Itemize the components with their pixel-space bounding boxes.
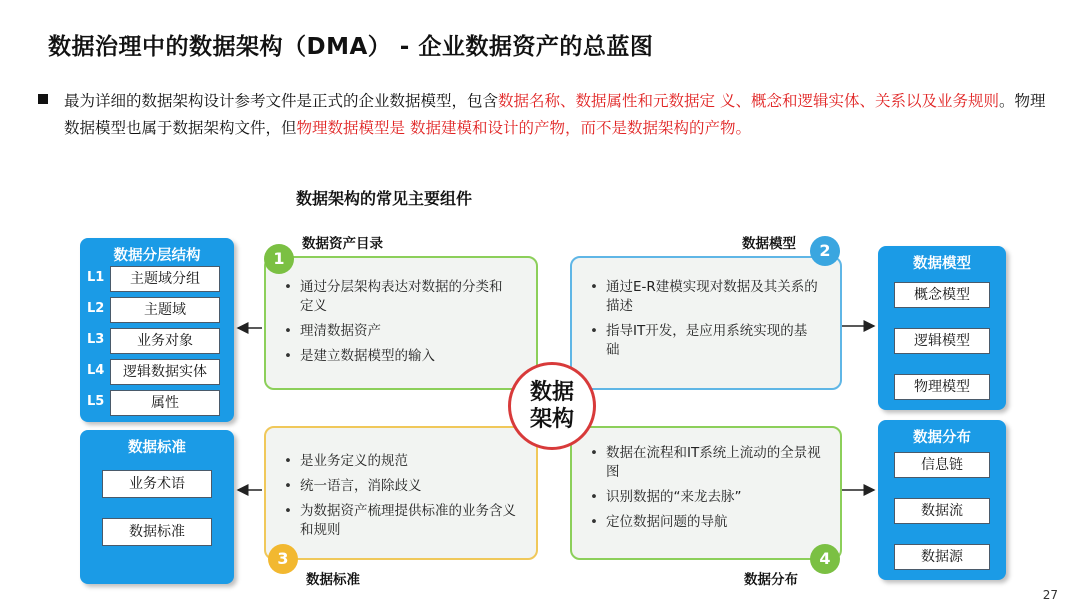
card-4-item: • 定位数据问题的导航 (588, 513, 824, 532)
layer-item-subject-area: 主题域 (110, 297, 220, 323)
card-data-standard (264, 426, 538, 560)
distribution-item-data-source: 数据源 (894, 544, 990, 570)
card-3-item: • 统一语言，消除歧义 (282, 477, 522, 496)
page-title: 数据治理中的数据架构（DMA） - 企业数据资产的总蓝图 (48, 34, 654, 60)
card-2-item: • 指导IT开发，是应用系统实现的基础 (588, 322, 818, 360)
card-1-label: 数据资产目录 (302, 236, 383, 252)
layer-item-attribute: 属性 (110, 390, 220, 416)
model-item-conceptual: 概念模型 (894, 282, 990, 308)
intro-part1: 最为详细的数据架构设计参考文件是正式的企业数据模型，包含 (64, 92, 499, 110)
intro-part3: 。物理数据模型也属于数据架构文件，但 (64, 92, 1046, 137)
model-item-physical: 物理模型 (894, 374, 990, 400)
layer-structure-panel (80, 238, 234, 422)
card-4-item: • 数据在流程和IT系统上流动的全景视图 (588, 444, 824, 482)
level-l1: L1 (87, 270, 105, 285)
card-3-item: • 是业务定义的规范 (282, 452, 522, 471)
level-l3: L3 (87, 332, 105, 347)
level-l2: L2 (87, 301, 105, 316)
card-2-item: • 通过E-R建模实现对数据及其关系的描述 (588, 278, 818, 316)
card-4-label: 数据分布 (744, 572, 798, 588)
number-badge-4: 4 (810, 544, 840, 574)
diagram-title: 数据架构的常见主要组件 (296, 189, 473, 208)
center-data-architecture (508, 362, 596, 450)
data-distribution-panel (878, 420, 1006, 580)
number-badge-2: 2 (810, 236, 840, 266)
layer-item-logical-entity: 逻辑数据实体 (110, 359, 220, 385)
card-1-item: • 通过分层架构表达对数据的分类和定义 (282, 278, 512, 316)
card-3-item: • 为数据资产梳理提供标准的业务含义和规则 (282, 502, 522, 540)
center-label-line1: 数据 (529, 380, 574, 405)
data-standard-panel (80, 430, 234, 584)
level-l5: L5 (87, 394, 105, 409)
card-1-item: • 是建立数据模型的输入 (282, 347, 512, 366)
layer-item-business-object: 业务对象 (110, 328, 220, 354)
level-l4: L4 (87, 363, 105, 378)
number-badge-3: 3 (268, 544, 298, 574)
distribution-item-data-flow: 数据流 (894, 498, 990, 524)
intro-part4: 物理数据模型是 数据建模和设计的产物，而不是数据架构的产物。 (296, 119, 751, 137)
card-data-model (570, 256, 842, 390)
standard-item-data-standard: 数据标准 (102, 518, 212, 546)
number-badge-1: 1 (264, 244, 294, 274)
data-distribution-title: 数据分布 (913, 430, 971, 446)
data-standard-title: 数据标准 (128, 440, 186, 456)
card-data-asset-catalog (264, 256, 538, 390)
data-model-title: 数据模型 (913, 256, 971, 272)
card-1-item: • 理清数据资产 (282, 322, 512, 341)
layer-structure-title: 数据分层结构 (113, 248, 201, 264)
standard-item-business-term: 业务术语 (102, 470, 212, 498)
center-label-line2: 架构 (529, 407, 574, 432)
distribution-item-info-chain: 信息链 (894, 452, 990, 478)
card-3-label: 数据标准 (306, 572, 360, 588)
intro-part2: 数据名称、数据属性和元数据定 义、概念和逻辑实体、关系以及业务规则 (498, 92, 999, 110)
data-model-panel (878, 246, 1006, 410)
model-item-logical: 逻辑模型 (894, 328, 990, 354)
card-2-label: 数据模型 (742, 236, 796, 252)
layer-item-subject-area-group: 主题域分组 (110, 266, 220, 292)
page-number: 27 (1042, 588, 1058, 602)
card-data-distribution (570, 426, 842, 560)
card-4-item: • 识别数据的“来龙去脉” (588, 488, 824, 507)
